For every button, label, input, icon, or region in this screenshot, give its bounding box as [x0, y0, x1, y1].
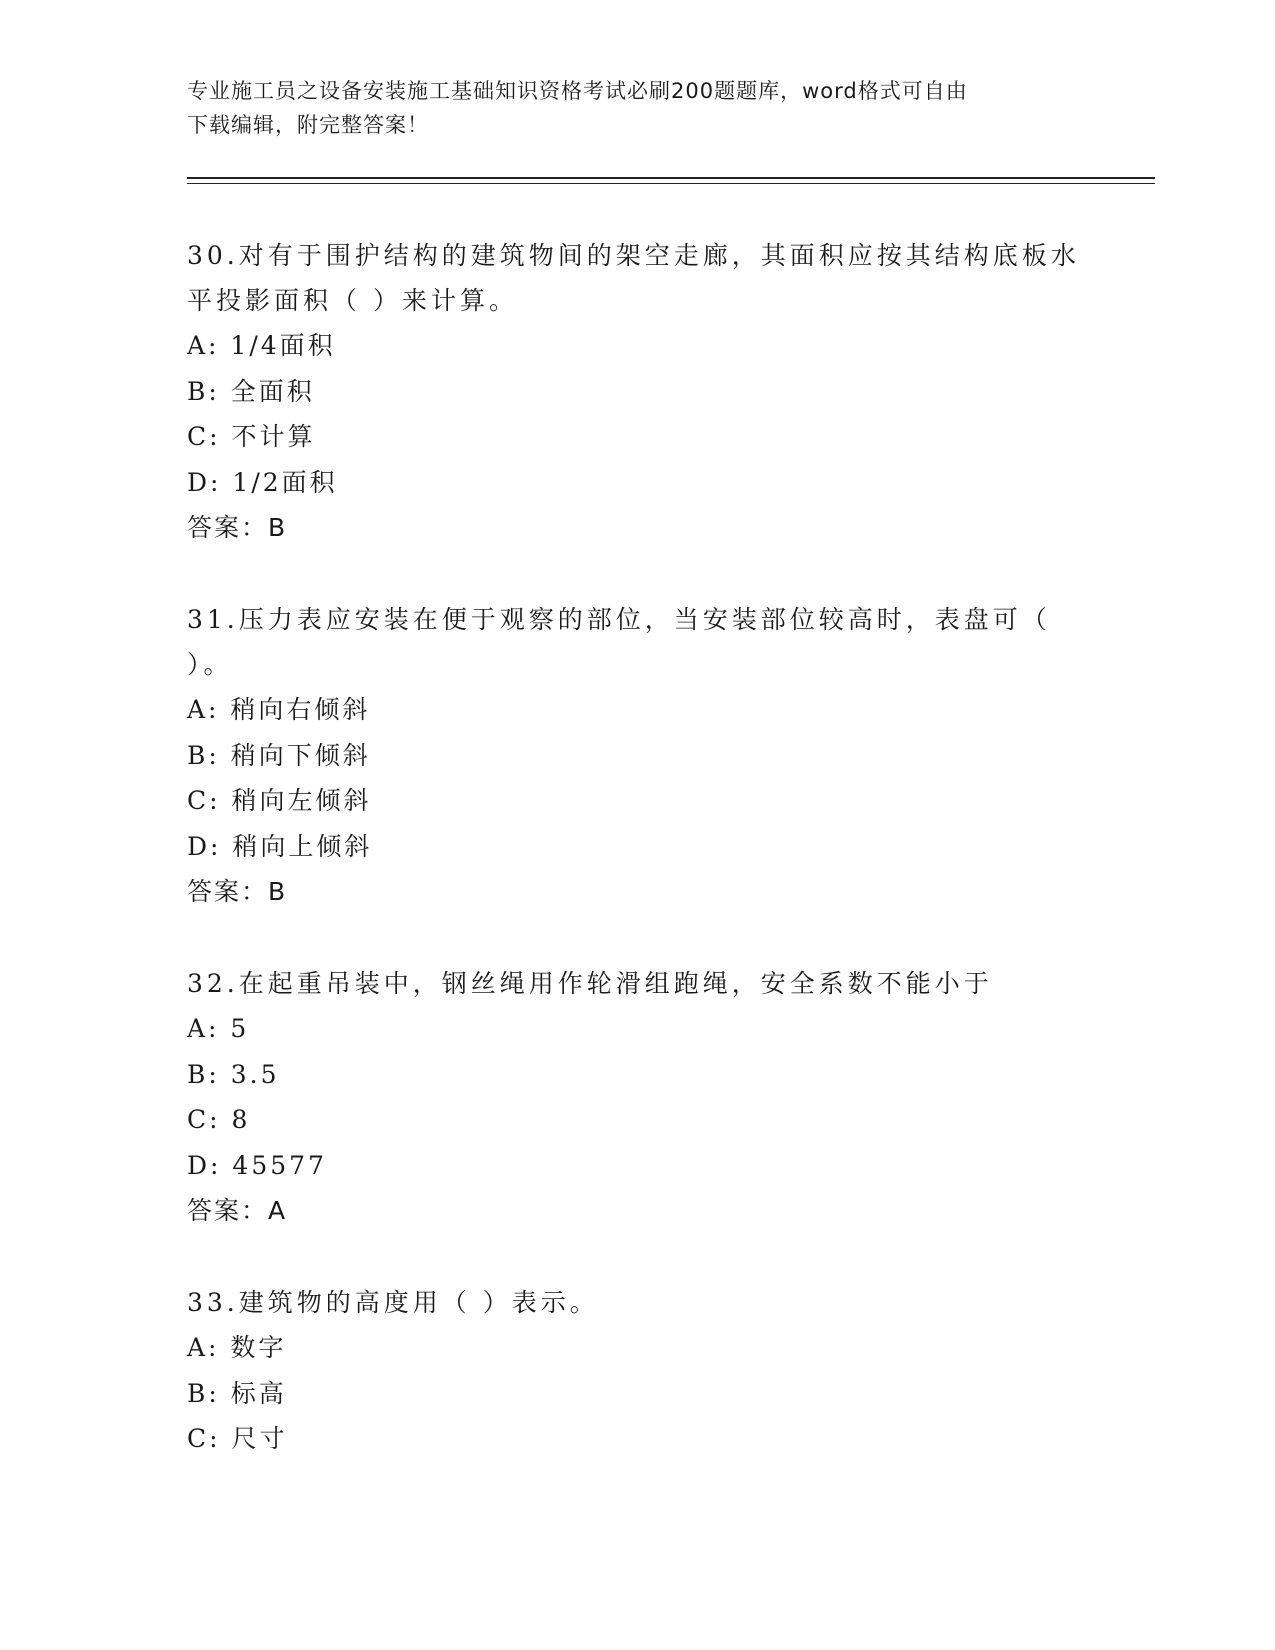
question-30: [187, 233, 1087, 550]
option-b: B: 稍向下倾斜: [187, 740, 371, 770]
question-stem: 32.在起重吊装中，钢丝绳用作轮滑组跑绳，安全系数不能小于: [187, 969, 993, 998]
question-stem: 33.建筑物的高度用（ ）表示。: [187, 1288, 599, 1317]
header-line-1: 专业施工员之设备安装施工基础知识资格考试必刷200题题库，word格式可自由: [187, 79, 968, 103]
document-header: [187, 74, 1087, 142]
option-b: B: 标高: [187, 1378, 287, 1408]
option-c: C: 不计算: [187, 422, 316, 451]
option-d: D: 1/2面积: [187, 467, 338, 497]
question-33: [187, 1280, 1087, 1462]
answer: 答案：B: [187, 877, 288, 906]
header-line-2: 下载编辑，附完整答案！: [187, 113, 429, 137]
option-a: A: 5: [187, 1014, 250, 1043]
question-stem-continued: ）。: [187, 650, 233, 679]
option-c: C: 稍向左倾斜: [187, 786, 372, 815]
option-c: C: 8: [187, 1105, 251, 1134]
option-c: C: 尺寸: [187, 1424, 288, 1453]
answer: 答案：B: [187, 513, 288, 542]
option-a: A: 1/4面积: [187, 331, 336, 360]
question-31: [187, 597, 1087, 914]
option-b: B: 全面积: [187, 376, 315, 406]
option-a: A: 稍向右倾斜: [187, 695, 371, 724]
answer: 答案：A: [187, 1196, 288, 1225]
header-divider-top: [187, 177, 1155, 179]
option-d: D: 45577: [187, 1150, 327, 1180]
option-d: D: 稍向上倾斜: [187, 831, 373, 861]
option-b: B: 3.5: [187, 1059, 280, 1089]
question-stem: 31.压力表应安装在便于观察的部位，当安装部位较高时，表盘可（: [187, 605, 1051, 634]
question-stem-continued: 平投影面积（ ）来计算。: [187, 286, 518, 315]
option-a: A: 数字: [187, 1333, 287, 1362]
question-stem: 30.对有于围护结构的建筑物间的架空走廊，其面积应按其结构底板水: [187, 241, 1080, 270]
question-32: [187, 961, 1087, 1233]
header-divider-bottom: [187, 183, 1155, 184]
